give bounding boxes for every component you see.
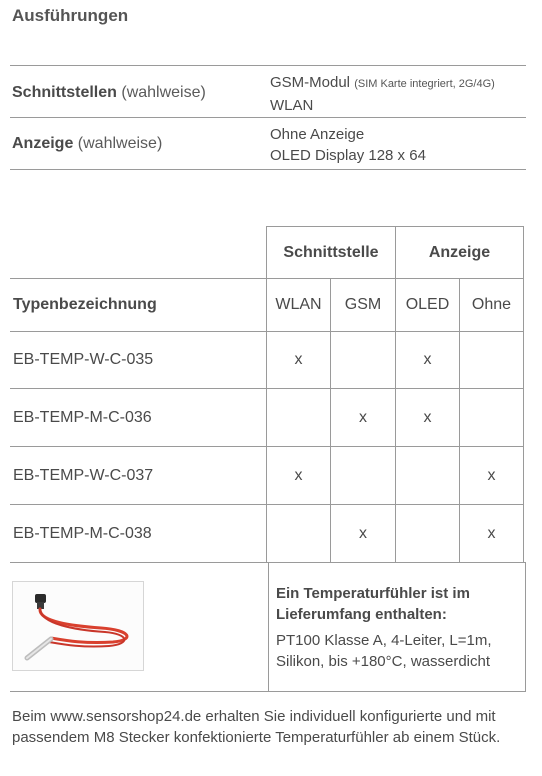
column-header-ohne: Ohne (460, 279, 524, 332)
spec-label-interfaces-optional: (wahlweise) (121, 84, 206, 101)
cell-gsm (331, 447, 396, 505)
cell-ohne (460, 389, 524, 447)
type-name: EB-TEMP-W-C-035 (10, 332, 267, 389)
spec-label-interfaces-name: Schnittstellen (12, 84, 117, 101)
spec-value-no-display: Ohne Anzeige (270, 126, 365, 143)
spec-rule-bottom (10, 169, 526, 170)
table-row (10, 447, 524, 505)
cell-wlan: x (267, 332, 331, 389)
sensor-details: PT100 Klasse A, 4-Leiter, L=1m, Silikon, bis +180°C, wasserdicht (276, 632, 492, 670)
cell-gsm (331, 332, 396, 389)
cell-ohne: x (460, 447, 524, 505)
sensor-heading: Ein Temperaturfühler ist im Lieferumfang enthalten: (276, 585, 470, 623)
spec-value-wlan: WLAN (270, 97, 314, 114)
cell-gsm: x (331, 505, 396, 563)
cell-oled: x (396, 389, 460, 447)
cell-oled (396, 505, 460, 563)
cell-oled: x (396, 332, 460, 389)
page-title: Ausführungen (12, 6, 129, 25)
spec-values-interfaces (270, 72, 495, 116)
row-header-type: Typenbezeichnung (10, 279, 267, 332)
spec-value-gsm (270, 72, 495, 95)
cell-oled (396, 447, 460, 505)
sensor-box-border (525, 563, 526, 691)
type-name: EB-TEMP-M-C-036 (10, 389, 267, 447)
cell-wlan (267, 389, 331, 447)
table-row (10, 505, 524, 563)
spec-value-gsm-main: GSM-Modul (270, 74, 351, 91)
footer-note: Beim www.sensorshop24.de erhalten Sie individuell konfigurierte und mit passendem M8 Stecker konfektionierte Temperaturfühler ab einem Stück. (12, 708, 501, 746)
cell-ohne (460, 332, 524, 389)
type-name: EB-TEMP-M-C-038 (10, 505, 267, 563)
spec-label-display-name: Anzeige (12, 135, 74, 152)
cell-wlan: x (267, 447, 331, 505)
column-header-gsm: GSM (331, 279, 396, 332)
cell-wlan (267, 505, 331, 563)
spec-label-display-optional: (wahlweise) (77, 135, 163, 152)
spec-label-interfaces (12, 84, 206, 102)
group-header-display: Anzeige (396, 227, 524, 279)
group-header-interface: Schnittstelle (267, 227, 396, 279)
sensor-image (12, 581, 144, 671)
column-header-wlan: WLAN (267, 279, 331, 332)
cell-gsm: x (331, 389, 396, 447)
column-header-oled: OLED (396, 279, 460, 332)
table-row (10, 332, 524, 389)
sensor-box-divider (268, 563, 269, 691)
type-name: EB-TEMP-W-C-037 (10, 447, 267, 505)
types-table (10, 226, 524, 563)
spec-values-display (270, 124, 426, 166)
table-corner (10, 227, 267, 279)
spec-value-gsm-note: (SIM Karte integriert, 2G/4G) (354, 78, 495, 90)
spec-rule-middle (10, 117, 526, 118)
spec-rule-top (10, 65, 526, 66)
sensor-box (10, 562, 526, 692)
cell-ohne: x (460, 505, 524, 563)
temperature-sensor-illustration (13, 582, 143, 670)
spec-value-oled: OLED Display 128 x 64 (270, 147, 426, 164)
spec-label-display (12, 135, 162, 153)
table-row (10, 389, 524, 447)
